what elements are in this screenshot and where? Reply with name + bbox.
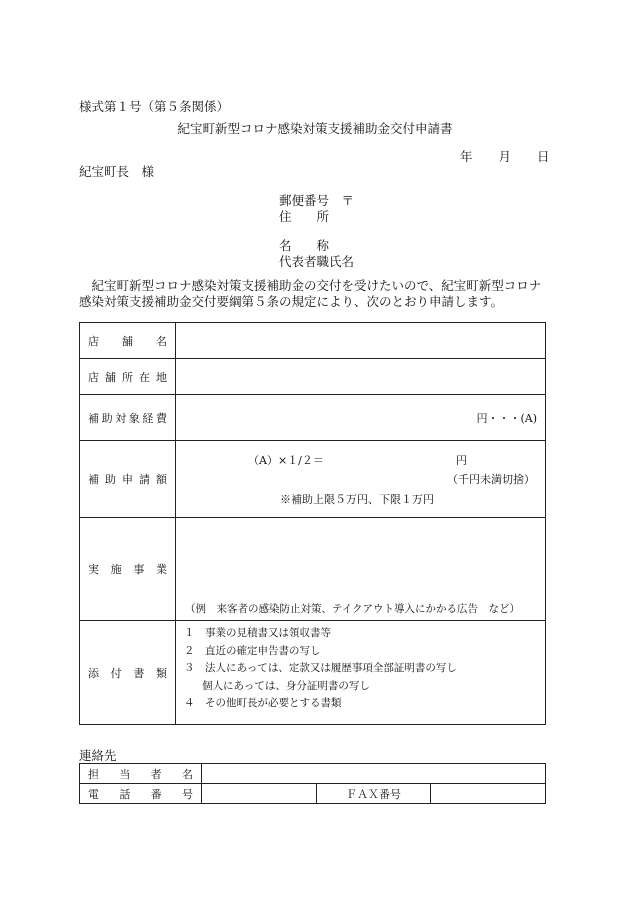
- person-in-charge-field[interactable]: [202, 764, 546, 784]
- attachments-label: 添 付 書 類: [80, 621, 176, 725]
- covered-expenses-label: 補 助 対 象 経 費: [80, 395, 176, 441]
- address-label: 住 所: [279, 209, 330, 224]
- form-number: 様式第１号（第５条関係）: [79, 99, 230, 114]
- contact-label: 連絡先: [79, 748, 117, 763]
- attachment-item: ４ その他町長が必要とする書類: [184, 697, 342, 709]
- row-project: [80, 518, 546, 621]
- subsidy-amount-label: 補 助 申 請 額: [80, 441, 176, 518]
- phone-label: 電 話 番 号: [80, 784, 202, 804]
- date-line: [460, 147, 550, 165]
- attachment-item: １ 事業の見積書又は領収書等: [184, 627, 331, 639]
- postal-code-label: 郵便番号 〒: [279, 193, 355, 208]
- project-field[interactable]: [176, 518, 546, 621]
- row-store-name: [80, 323, 546, 359]
- store-location-label: 店 舗 所 在 地: [80, 359, 176, 395]
- store-location-field[interactable]: [176, 359, 546, 395]
- expense-unit: 円・・・(A): [476, 411, 537, 425]
- project-example: （例 来客者の感染防止対策、テイクアウト導入にかかる広告 など）: [185, 603, 521, 615]
- row-phone: [80, 784, 546, 804]
- application-statement: 紀宝町新型コロナ感染対策支援補助金の交付を受けたいので、紀宝町新型コロナ感染対策支援補助金交付要綱第５条の規定により、次のとおり申請します。: [79, 278, 542, 309]
- limit-note: ※補助上限５万円、下限１万円: [280, 493, 434, 506]
- subsidy-formula: （A）×１/２＝: [248, 454, 324, 467]
- person-in-charge-label: 担 当 者 名: [80, 764, 202, 784]
- row-store-location: [80, 359, 546, 395]
- row-attachments: [80, 621, 546, 725]
- project-label: 実 施 事 業: [80, 518, 176, 621]
- row-subsidy-amount: [80, 441, 546, 518]
- attachment-item: ２ 直近の確定申告書の写し: [184, 644, 321, 657]
- attachments-list: [176, 621, 546, 725]
- covered-expenses-field[interactable]: [176, 395, 546, 441]
- representative-label: 代表者職氏名: [279, 254, 355, 269]
- date-month: 月: [498, 149, 512, 164]
- attachment-item: ３ 法人にあっては、定款又は履歴事項全部証明書の写し: [184, 662, 457, 674]
- attachment-item: 個人にあっては、身分証明書の写し: [202, 679, 370, 692]
- name-label: 名 称: [279, 238, 330, 253]
- phone-field[interactable]: [202, 784, 317, 804]
- application-table: [79, 322, 546, 725]
- addressee: 紀宝町長 様: [79, 164, 155, 179]
- document-title: 紀宝町新型コロナ感染対策支援補助金交付申請書: [177, 121, 453, 136]
- row-covered-expenses: [80, 395, 546, 441]
- date-day: 日: [537, 149, 550, 164]
- date-year: 年: [460, 149, 473, 164]
- subsidy-amount-field[interactable]: [176, 441, 546, 518]
- store-name-field[interactable]: [176, 323, 546, 359]
- rounding-note: （千円未満切捨）: [447, 473, 535, 486]
- store-name-label: 店 舗 名: [80, 323, 176, 359]
- yen-unit: 円: [456, 454, 467, 467]
- contact-table: [79, 763, 546, 804]
- row-person-in-charge: [80, 764, 546, 784]
- fax-field[interactable]: [431, 784, 546, 804]
- fax-label: ＦＡＸ番号: [316, 784, 431, 804]
